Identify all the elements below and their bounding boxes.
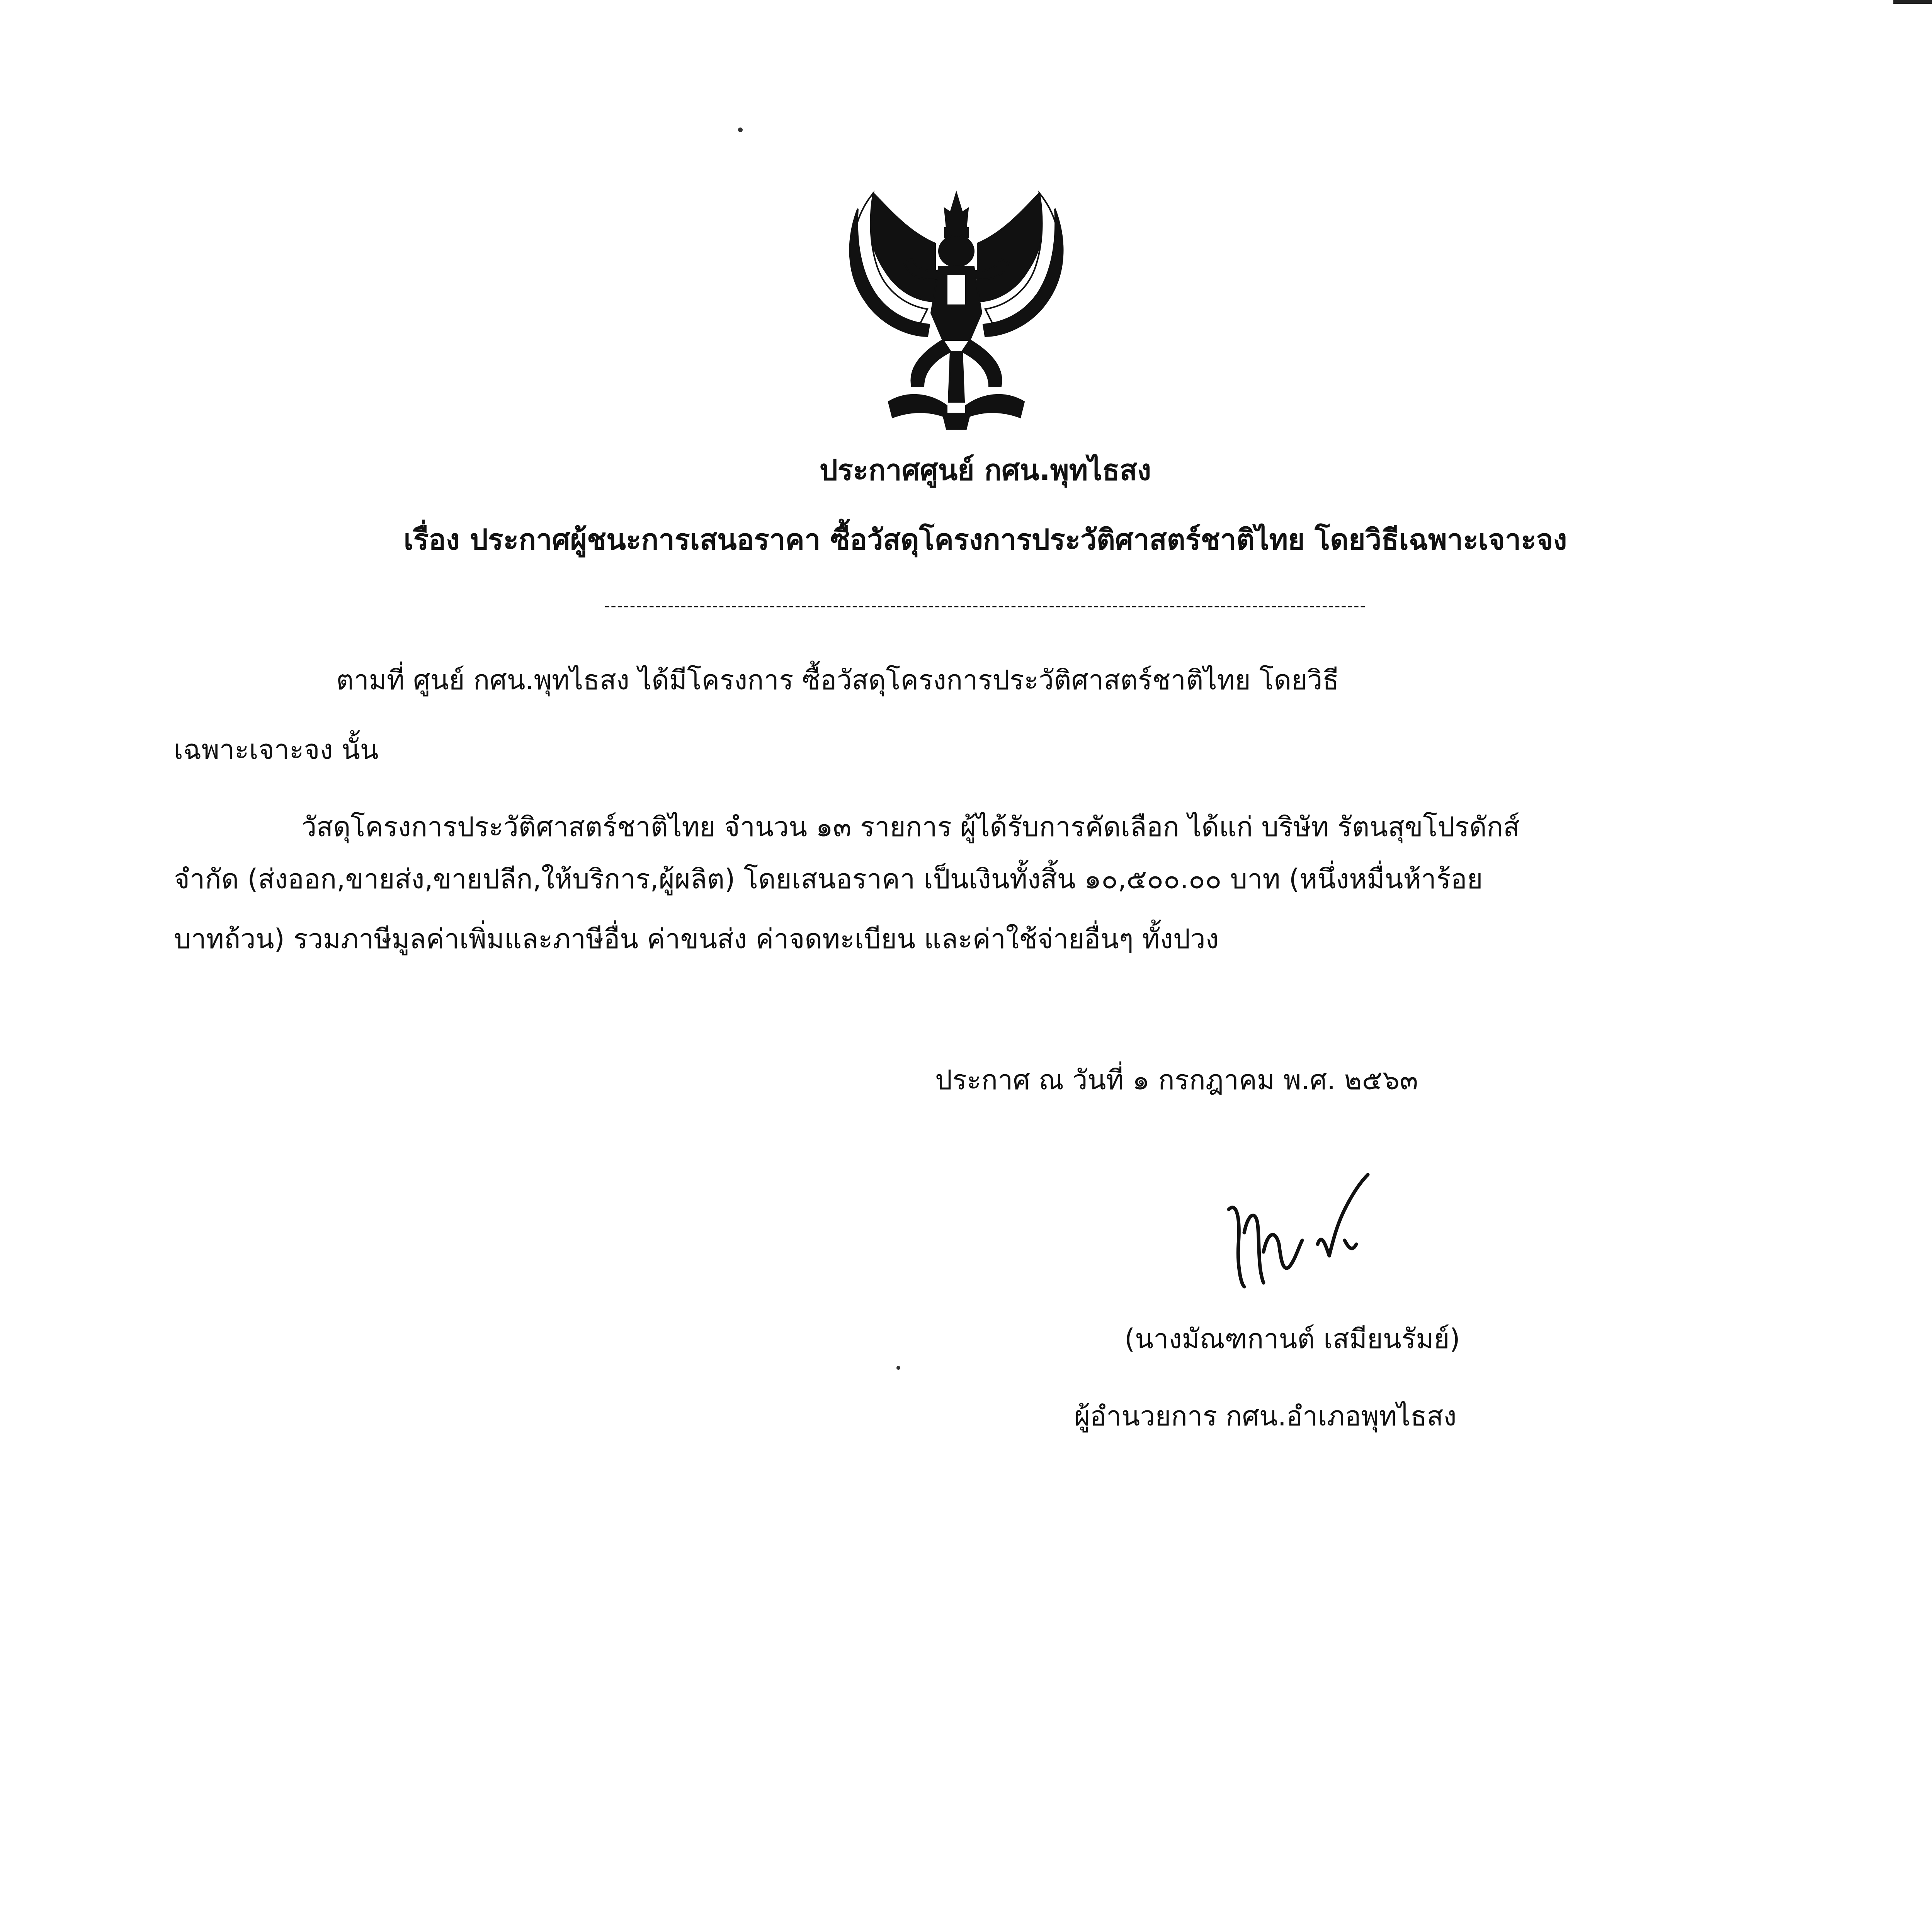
body-line-3: วัสดุโครงการประวัติศาสตร์ชาติไทย จำนวน ๑๓ รายการ ผู้ได้รับการคัดเลือก ได้แก่ บริษัท รัตนสุขโปรดักส์ — [301, 811, 1520, 843]
document-heading: ประกาศศูนย์ กศน.พุทไธสง — [819, 454, 1151, 487]
announcement-date: ประกาศ ณ วันที่ ๑ กรกฎาคม พ.ศ. ๒๕๖๓ — [935, 1064, 1418, 1096]
signer-name: (นางมัณฑกานต์ เสมียนรัมย์) — [1124, 1323, 1460, 1355]
scan-speck — [896, 1366, 900, 1370]
body-line-5: บาทถ้วน) รวมภาษีมูลค่าเพิ่มและภาษีอื่น ค่าขนส่ง ค่าจดทะเบียน และค่าใช้จ่ายอื่นๆ ทั้งปวง — [174, 923, 1219, 955]
scan-corner-mark — [1893, 0, 1932, 19]
scan-speck — [738, 128, 743, 132]
garuda-emblem-icon — [831, 185, 1082, 433]
body-line-1: ตามที่ ศูนย์ กศน.พุทไธสง ได้มีโครงการ ซื้อวัสดุโครงการประวัติศาสตร์ชาติไทย โดยวิธี — [336, 664, 1339, 696]
body-line-4: จำกัด (ส่งออก,ขายส่ง,ขายปลีก,ให้บริการ,ผู้ผลิต) โดยเสนอราคา เป็นเงินทั้งสิ้น ๑๐,๕๐๐.๐๐ บาท (หนึ่งหมื่นห้าร้อย — [174, 863, 1483, 895]
handwritten-signature — [1206, 1167, 1391, 1294]
separator-line: ------------------------------------------------------------------------------------------------------------------------ — [604, 597, 1367, 615]
body-line-2: เฉพาะเจาะจง นั้น — [174, 734, 379, 765]
document-subject: เรื่อง ประกาศผู้ชนะการเสนอราคา ซื้อวัสดุโครงการประวัติศาสตร์ชาติไทย โดยวิธีเฉพาะเจาะจง — [403, 523, 1567, 556]
signer-position: ผู้อำนวยการ กศน.อำเภอพุทไธสง — [1074, 1400, 1457, 1432]
